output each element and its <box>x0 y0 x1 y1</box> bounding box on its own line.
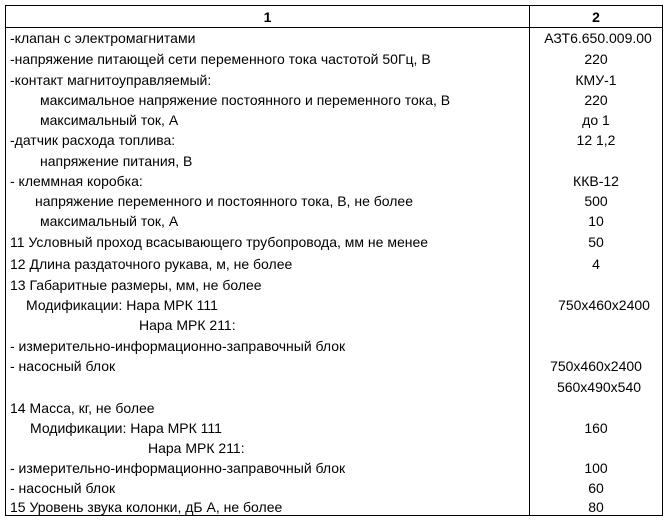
row-label: -датчик расхода топлива: <box>10 132 176 148</box>
row-value <box>530 275 662 295</box>
row-value: 60 <box>588 480 604 496</box>
row-value: 500 <box>584 193 608 209</box>
row-label: -контакт магнитоуправляемый: <box>10 72 212 88</box>
row-value: ККВ-12 <box>573 173 619 189</box>
row-value <box>530 151 662 171</box>
row-label: 12 Длина раздаточного рукава, м, не более <box>10 256 293 272</box>
row-label: -клапан с электромагнитами <box>10 30 196 46</box>
row-value: 100 <box>584 460 608 476</box>
row-value <box>530 398 662 418</box>
row-value: 50 <box>588 234 604 250</box>
row-label: - насосный блок <box>10 480 116 496</box>
row-label: 15 Уровень звука колонки, дБ А, не более <box>10 499 283 515</box>
row-value <box>530 315 662 335</box>
row-label: напряжение переменного и постоянного тока, В, не более <box>35 193 413 209</box>
row-value: 220 <box>584 51 608 67</box>
row-value: 220 <box>584 92 608 108</box>
row-label: Модификации: Нара МРК 111 <box>30 420 222 436</box>
row-label: Нара МРК 211: <box>148 440 245 456</box>
row-label: максимальный ток, А <box>40 213 179 229</box>
row-value: 4 <box>592 256 600 272</box>
row-label: - измерительно-информационно-заправочный блок <box>10 460 346 476</box>
row-label: Нара МРК 211: <box>139 317 236 333</box>
row-value <box>530 438 662 458</box>
header-col1: 1 <box>263 9 272 25</box>
row-value: КМУ-1 <box>575 72 617 88</box>
header-col2: 2 <box>592 9 600 25</box>
row-value: до 1 <box>582 112 610 128</box>
row-value <box>530 336 662 356</box>
row-label: максимальный ток, А <box>40 112 179 128</box>
row-label: - измерительно-информационно-заправочный блок <box>10 338 346 354</box>
row-value: АЗТ6.650.009.00 <box>544 30 652 46</box>
row-value: 560х490х540 <box>556 379 642 395</box>
row-label: -напряжение питающей сети переменного тока частотой 50Гц, В <box>10 51 431 67</box>
row-label: Модификации: Нара МРК 111 <box>26 297 218 313</box>
row-value: 10 <box>588 213 604 229</box>
row-label: - клеммная коробка: <box>10 173 143 189</box>
row-label: 14 Масса, кг, не более <box>10 400 155 416</box>
row-label: - насосный блок <box>10 358 116 374</box>
row-label: 11 Условный проход всасывающего трубопровода, мм не менее <box>10 234 429 250</box>
row-value: 750х460х2400 <box>550 358 642 374</box>
row-label: напряжение питания, В <box>40 153 193 169</box>
row-value: 750х460х2400 <box>558 297 650 313</box>
row-value: 160 <box>584 420 608 436</box>
row-label: максимальное напряжение постоянного и переменного тока, В <box>40 92 451 108</box>
row-value: 80 <box>588 499 604 515</box>
row-value: 12 1,2 <box>576 132 616 148</box>
row-label: 13 Габаритные размеры, мм, не более <box>10 277 262 293</box>
spec-table <box>5 5 663 516</box>
